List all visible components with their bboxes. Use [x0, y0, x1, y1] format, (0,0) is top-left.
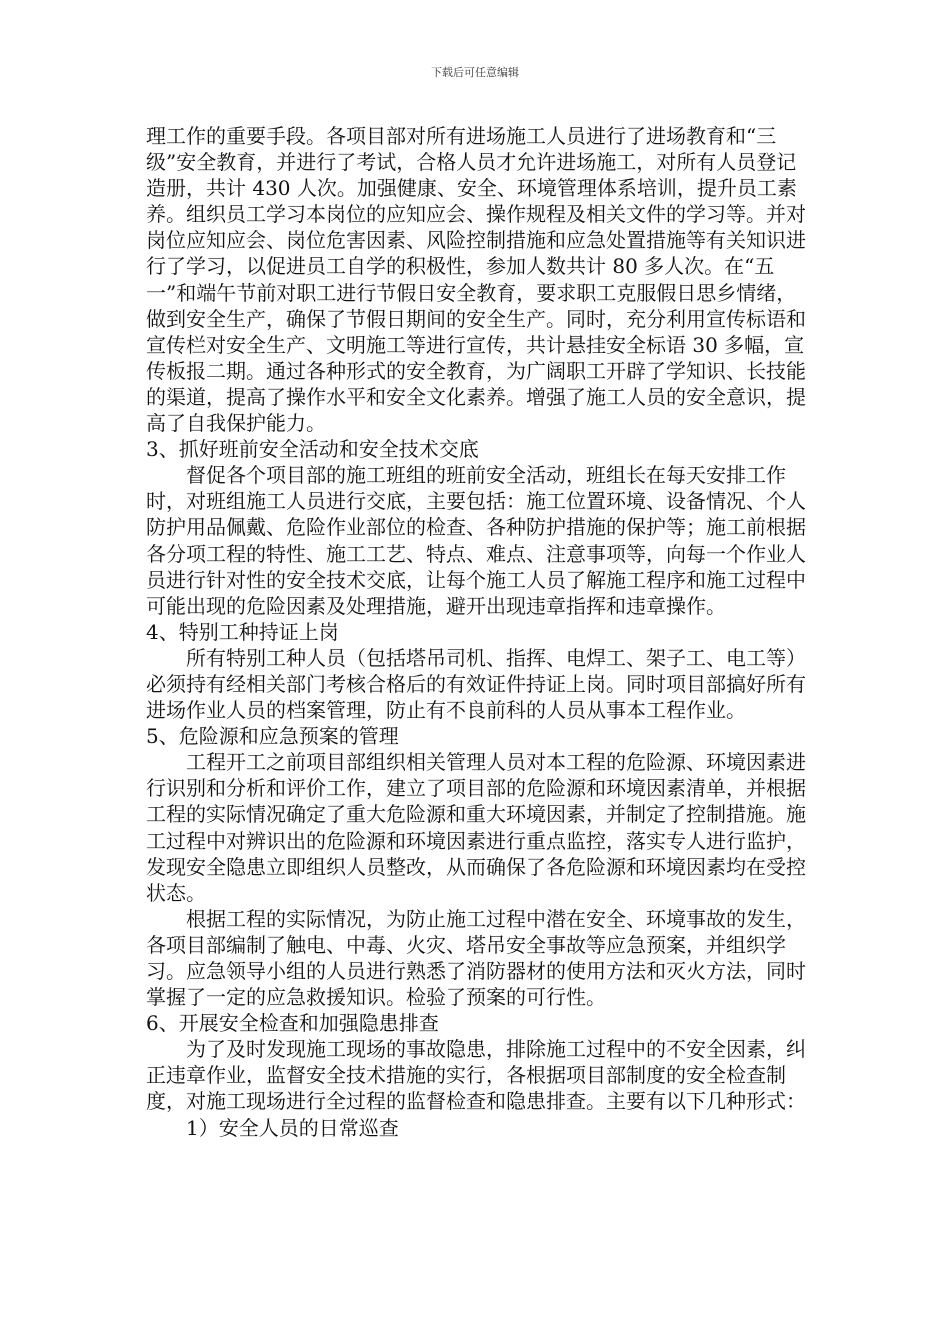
page-header-note: 下载后可任意编辑 — [431, 66, 519, 79]
paragraph-special-workers: 所有特别工种人员（包括塔吊司机、指挥、电焊工、架子工、电工等）必须持有经相关部门考核合格后的有效证件持证上岗。同时项目部搞好所有进场作业人员的档案管理，防止有不良前科的人员从事本工程作业。 — [146, 645, 806, 723]
paragraph-safety-inspection: 为了及时发现施工现场的事故隐患，排除施工过程中的不安全因素，纠正违章作业，监督安全技术措施的实行，各根据项目部制度的安全检查制度，对施工现场进行全过程的监督检查和隐患排查。主要有以下几种形式： — [146, 1037, 806, 1114]
document-body — [146, 123, 814, 1141]
paragraph-safety-education: 理工作的重要手段。各项目部对所有进场施工人员进行了进场教育和“三级”安全教育，并进行了考试，合格人员才允许进场施工，对所有人员登记造册，共计 430 人次。加强健康、安全、环境管理体系培训，提升员工素养。组织员工学习本岗位的应知应会、操作规程及相关文件的学习等。并对岗位应知应会、岗位危害因素、风险控制措施和应急处置措施等有关知识进行了学习，以促进员工自学的积极性，参加人数共计 80 多人次。在“五一”和端午节前对职工进行节假日安全教育，要求职工克服假日思乡情绪，做到安全生产，确保了节假日期间的安全生产。同时，充分利用宣传标语和宣传栏对安全生产、文明施工等进行宣传，共计悬挂安全标语 30 多幅，宣传板报二期。通过各种形式的安全教育，为广阔职工开辟了学知识、长技能的渠道，提高了操作水平和安全文化素养。增强了施工人员的安全意识，提高了自我保护能力。 — [146, 124, 806, 436]
section-heading-6: 6、开展安全检查和加强隐患排查 — [146, 1011, 439, 1036]
section-heading-4: 4、特别工种持证上岗 — [146, 619, 339, 644]
paragraph-pre-shift-activities: 督促各个项目部的施工班组的班前安全活动，班组长在每天安排工作时，对班组施工人员进行交底，主要包括：施工位置环境、设备情况、个人防护用品佩戴、危险作业部位的检查、各种防护措施的保护等；施工前根据各分项工程的特性、施工工艺、特点、难点、注意事项等，向每一个作业人员进行针对性的安全技术交底，让每个施工人员了解施工程序和施工过程中可能出现的危险因素及处理措施，避开出现违章指挥和违章操作。 — [146, 463, 806, 618]
list-item-daily-patrol: 1）安全人员的日常巡查 — [186, 1115, 399, 1140]
paragraph-hazard-sources: 工程开工之前项目部组织相关管理人员对本工程的危险源、环境因素进行识别和分析和评价工作，建立了项目部的危险源和环境因素清单，并根据工程的实际情况确定了重大危险源和重大环境因素，并制定了控制措施。施工过程中对辨识出的危险源和环境因素进行重点监控，落实专人进行监护，发现安全隐患立即组织人员整改，从而确保了各危险源和环境因素均在受控状态。 — [146, 750, 806, 905]
section-heading-5: 5、危险源和应急预案的管理 — [146, 724, 399, 749]
paragraph-emergency-plans: 根据工程的实际情况，为防止施工过程中潜在安全、环境事故的发生，各项目部编制了触电、中毒、火灾、塔吊安全事故等应急预案，并组织学习。应急领导小组的人员进行熟悉了消防器材的使用方法和灭火方法，同时掌握了一定的应急救援知识。检验了预案的可行性。 — [146, 906, 806, 1010]
section-heading-3: 3、抓好班前安全活动和安全技术交底 — [146, 437, 479, 462]
